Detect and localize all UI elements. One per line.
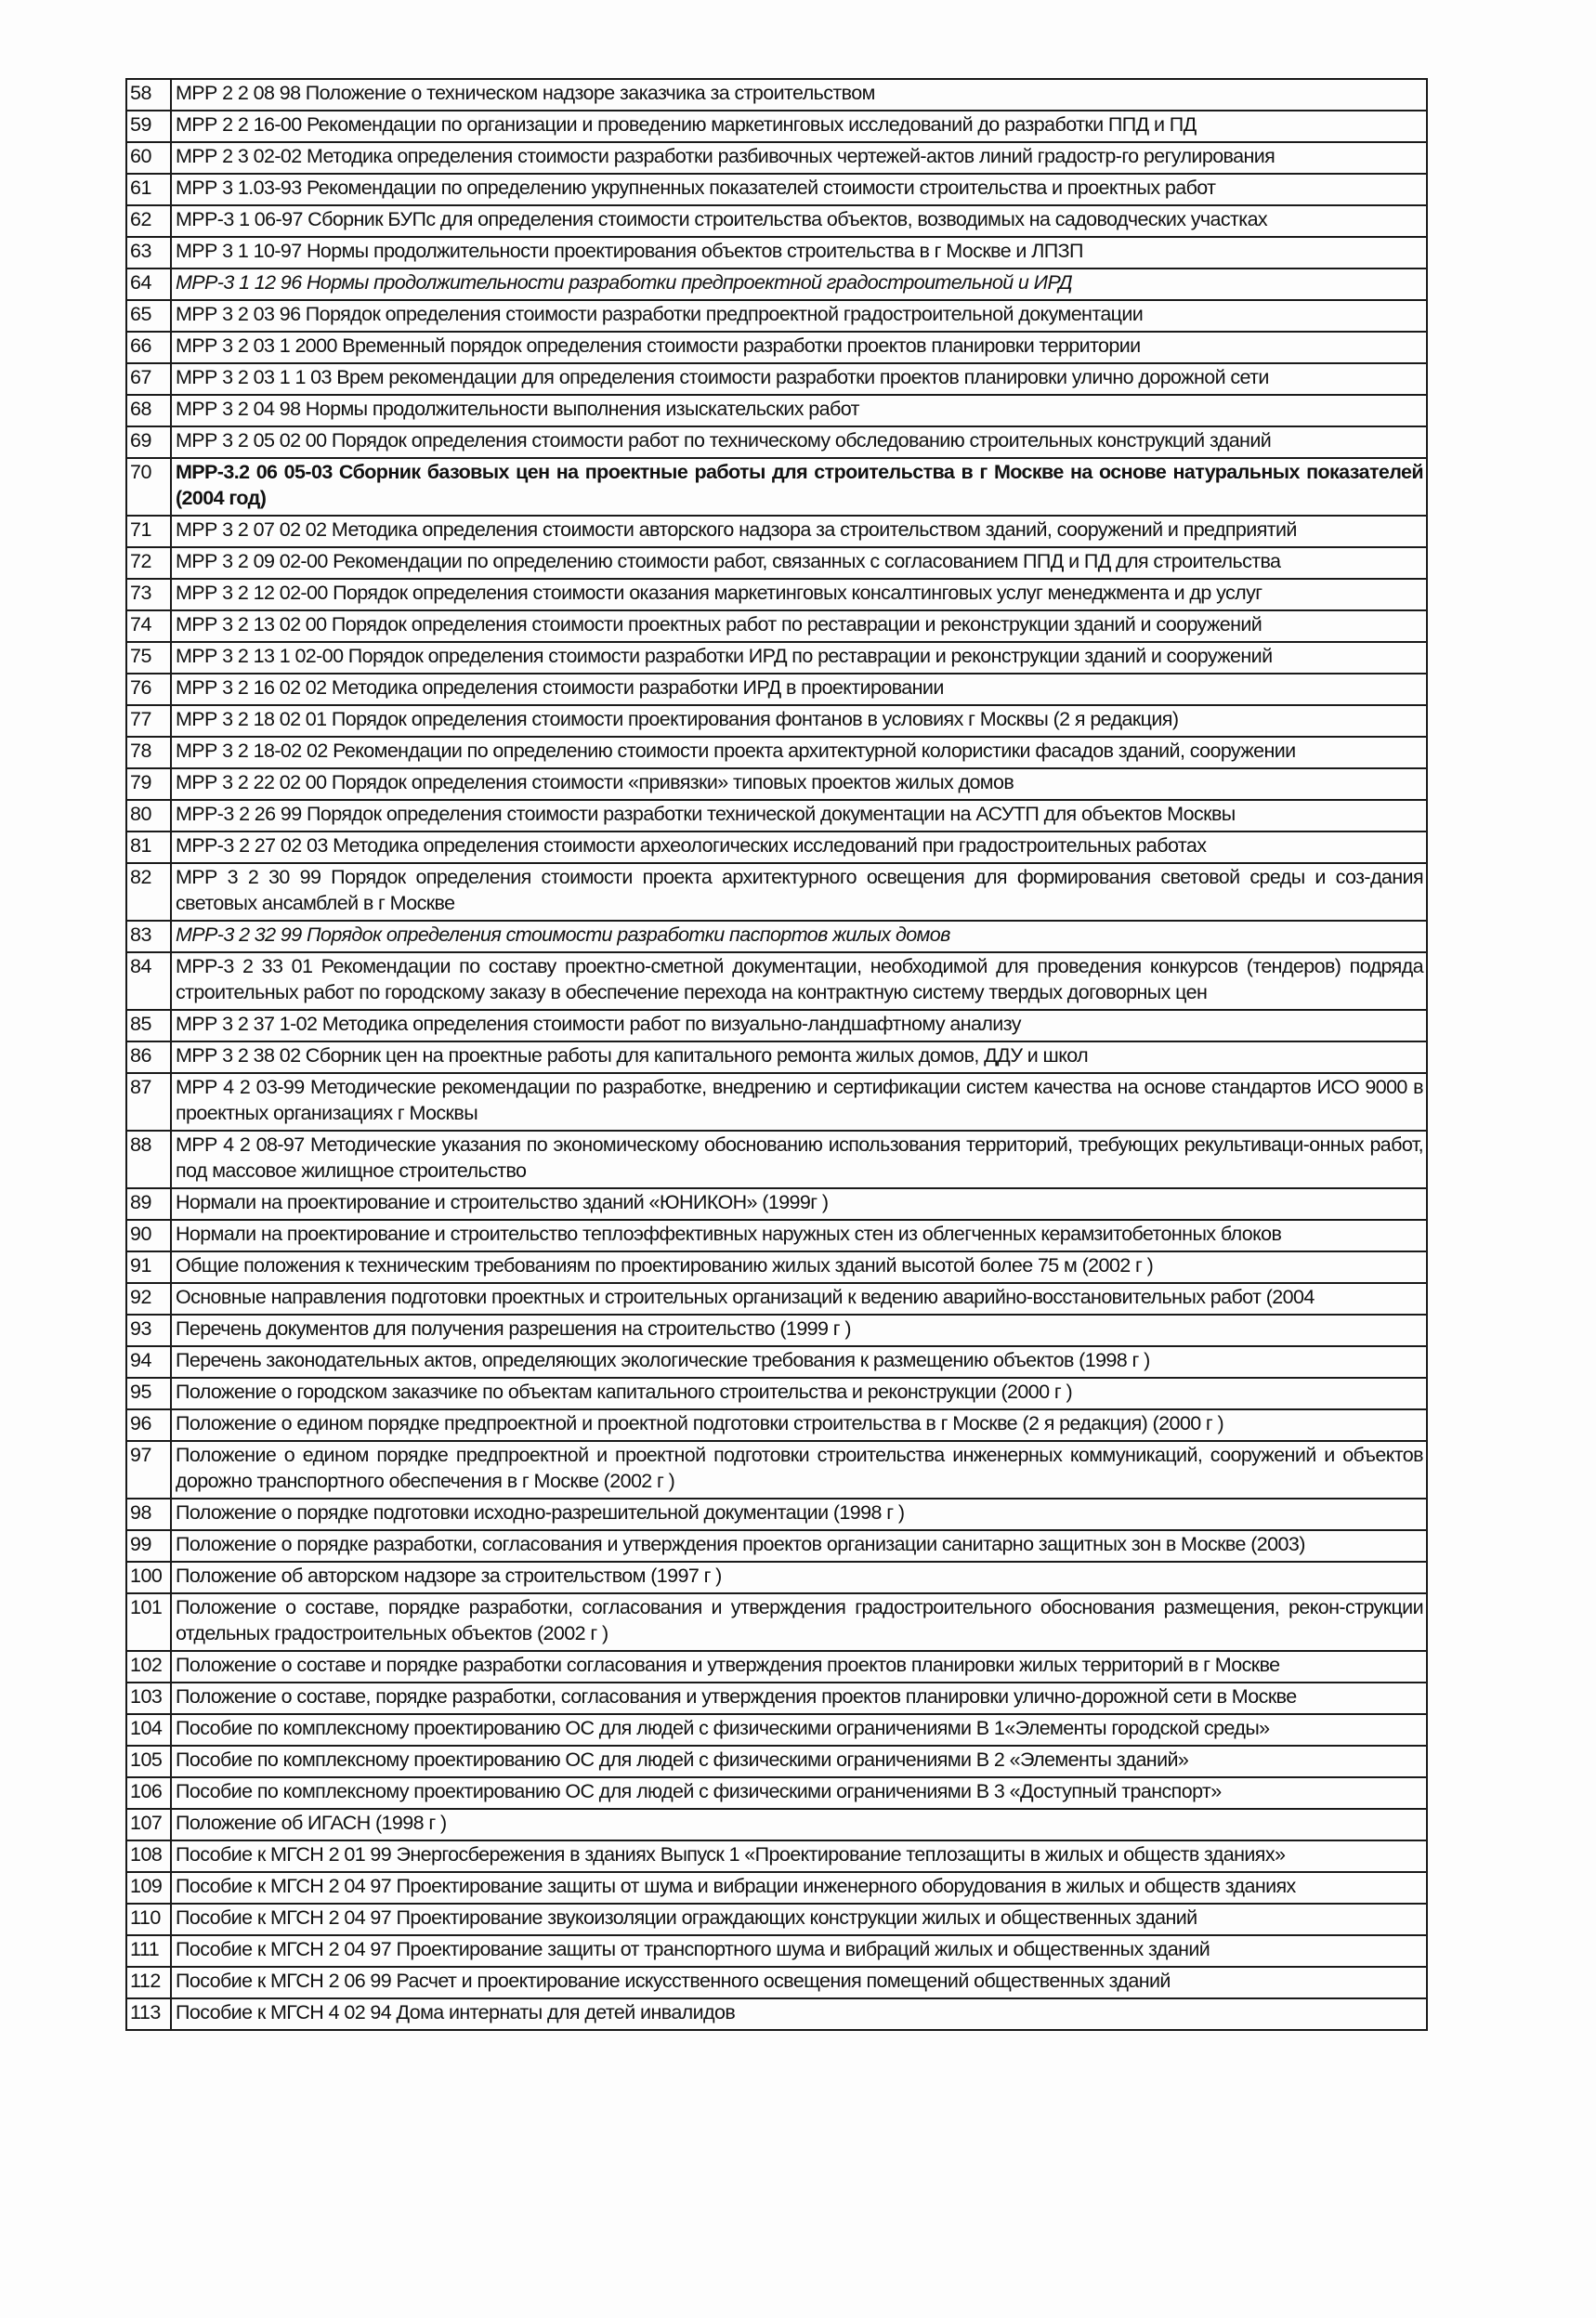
document-title: МРР-3 1 12 96 Нормы продолжительности разработки предпроектной градостроительной и ИРД: [171, 268, 1427, 300]
row-number: 95: [126, 1378, 171, 1409]
table-row: [126, 363, 1427, 395]
row-number: 110: [126, 1904, 171, 1935]
row-number: 88: [126, 1131, 171, 1188]
row-number: 84: [126, 952, 171, 1010]
document-title: Пособие к МГСН 2 04 97 Проектирование защиты от шума и вибрации инженерного оборудования в жилых и обществ зданиях: [171, 1872, 1427, 1904]
document-title: Перечень законодательных актов, определяющих экологические требования к размещению объектов (1998 г ): [171, 1346, 1427, 1378]
row-number: 77: [126, 705, 171, 737]
row-number: 89: [126, 1188, 171, 1220]
row-number: 91: [126, 1251, 171, 1283]
row-number: 106: [126, 1777, 171, 1809]
row-number: 103: [126, 1683, 171, 1714]
row-number: 72: [126, 547, 171, 579]
document-title: МРР-3 2 33 01 Рекомендации по составу проектно-сметной документации, необходимой для проведения конкурсов (тендеров) подряда строительных работ по городскому заказу в обеспечение перехода на контрактную систему твердых договорных цен: [171, 952, 1427, 1010]
table-row: [126, 268, 1427, 300]
table-row: [126, 1220, 1427, 1251]
document-title: Нормали на проектирование и строительство зданий «ЮНИКОН» (1999г ): [171, 1188, 1427, 1220]
document-title: МРР 2 2 16-00 Рекомендации по организации и проведению маркетинговых исследований до разработки ППД и ПД: [171, 111, 1427, 142]
document-title: МРР 3 2 18 02 01 Порядок определения стоимости проектирования фонтанов в условиях г Москвы (2 я редакция): [171, 705, 1427, 737]
document-title: МРР 3 2 13 1 02-00 Порядок определения стоимости разработки ИРД по реставрации и реконструкции зданий и сооружений: [171, 642, 1427, 674]
document-title: Положение о порядке разработки, согласования и утверждения проектов организации санитарно защитных зон в Москве (2003): [171, 1530, 1427, 1562]
document-title: МРР 3 2 03 96 Порядок определения стоимости разработки предпроектной градостроительной документации: [171, 300, 1427, 332]
document-title: МРР 2 3 02-02 Методика определения стоимости разработки разбивочных чертежей-актов линий градостр-го регулирования: [171, 142, 1427, 174]
table-row: [126, 1746, 1427, 1777]
document-title: Пособие к МГСН 2 04 97 Проектирование защиты от транспортного шума и вибраций жилых и общественных зданий: [171, 1935, 1427, 1967]
document-title: МРР-3.2 06 05-03 Сборник базовых цен на проектные работы для строительства в г Москве на основе натуральных показателей (2004 год): [171, 458, 1427, 516]
table-row: [126, 705, 1427, 737]
table-row: [126, 205, 1427, 237]
table-row: [126, 458, 1427, 516]
table-body: [126, 79, 1427, 2030]
row-number: 74: [126, 610, 171, 642]
row-number: 81: [126, 832, 171, 863]
row-number: 112: [126, 1967, 171, 1998]
table-row: [126, 1872, 1427, 1904]
table-row: [126, 1809, 1427, 1840]
document-title: МРР 3 2 12 02-00 Порядок определения стоимости оказания маркетинговых консалтинговых услуг менеджмента и др услуг: [171, 579, 1427, 610]
row-number: 99: [126, 1530, 171, 1562]
document-title: Положение о едином порядке предпроектной и проектной подготовки строительства в г Москве (2 я редакция) (2000 г ): [171, 1409, 1427, 1441]
row-number: 96: [126, 1409, 171, 1441]
row-number: 101: [126, 1593, 171, 1651]
table-row: [126, 426, 1427, 458]
table-row: [126, 768, 1427, 800]
table-row: [126, 1840, 1427, 1872]
row-number: 73: [126, 579, 171, 610]
row-number: 76: [126, 674, 171, 705]
row-number: 97: [126, 1441, 171, 1499]
document-title: Положение о составе, порядке разработки, согласования и утверждения градостроительного обоснования размещения, рекон-струкции отдельных градостроительных объектов (2002 г ): [171, 1593, 1427, 1651]
table-row: [126, 737, 1427, 768]
table-row: [126, 1935, 1427, 1967]
table-row: [126, 863, 1427, 921]
row-number: 98: [126, 1499, 171, 1530]
row-number: 63: [126, 237, 171, 268]
table-row: [126, 111, 1427, 142]
document-title: Положение об авторском надзоре за строительством (1997 г ): [171, 1562, 1427, 1593]
document-title: Нормали на проектирование и строительство теплоэффективных наружных стен из облегченных керамзитобетонных блоков: [171, 1220, 1427, 1251]
table-row: [126, 1683, 1427, 1714]
table-row: [126, 1998, 1427, 2030]
document-title: МРР 2 2 08 98 Положение о техническом надзоре заказчика за строительством: [171, 79, 1427, 111]
document-title: МРР 3 2 13 02 00 Порядок определения стоимости проектных работ по реставрации и реконструкции зданий и сооружений: [171, 610, 1427, 642]
table-row: [126, 1499, 1427, 1530]
table-row: [126, 1904, 1427, 1935]
table-row: [126, 395, 1427, 426]
row-number: 94: [126, 1346, 171, 1378]
document-title: МРР 3 2 18-02 02 Рекомендации по определению стоимости проекта архитектурной колористики фасадов зданий, сооружении: [171, 737, 1427, 768]
document-title: Положение о составе и порядке разработки согласования и утверждения проектов планировки жилых территорий в г Москве: [171, 1651, 1427, 1683]
document-title: Пособие к МГСН 2 01 99 Энергосбережения в зданиях Выпуск 1 «Проектирование теплозащиты в жилых и обществ зданиях»: [171, 1840, 1427, 1872]
row-number: 83: [126, 921, 171, 952]
row-number: 64: [126, 268, 171, 300]
row-number: 107: [126, 1809, 171, 1840]
document-title: МРР 3 2 38 02 Сборник цен на проектные работы для капитального ремонта жилых домов, ДДУ и школ: [171, 1041, 1427, 1073]
document-title: МРР 4 2 03-99 Методические рекомендации по разработке, внедрению и сертификации систем качества на основе стандартов ИСО 9000 в проектных организациях г Москвы: [171, 1073, 1427, 1131]
document-title: МРР 3 2 09 02-00 Рекомендации по определению стоимости работ, связанных с согласованием ППД и ПД для строительства: [171, 547, 1427, 579]
row-number: 71: [126, 516, 171, 547]
table-row: [126, 1651, 1427, 1683]
table-row: [126, 1283, 1427, 1315]
document-title: МРР 3 2 07 02 02 Методика определения стоимости авторского надзора за строительством зданий, сооружений и предприятий: [171, 516, 1427, 547]
row-number: 86: [126, 1041, 171, 1073]
row-number: 61: [126, 174, 171, 205]
document-title: Положение об ИГАСН (1998 г ): [171, 1809, 1427, 1840]
table-row: [126, 516, 1427, 547]
table-row: [126, 1441, 1427, 1499]
table-row: [126, 1714, 1427, 1746]
document-title: МРР 3 2 37 1-02 Методика определения стоимости работ по визуально-ландшафтному анализу: [171, 1010, 1427, 1041]
row-number: 70: [126, 458, 171, 516]
table-row: [126, 1315, 1427, 1346]
table-row: [126, 1251, 1427, 1283]
row-number: 100: [126, 1562, 171, 1593]
document-title: Пособие к МГСН 2 04 97 Проектирование звукоизоляции ограждающих конструкции жилых и общественных зданий: [171, 1904, 1427, 1935]
document-title: МРР 3 1 10-97 Нормы продолжительности проектирования объектов строительства в г Москве и ЛПЗП: [171, 237, 1427, 268]
document-title: Перечень документов для получения разрешения на строительство (1999 г ): [171, 1315, 1427, 1346]
table-row: [126, 1593, 1427, 1651]
row-number: 85: [126, 1010, 171, 1041]
table-row: [126, 1131, 1427, 1188]
row-number: 93: [126, 1315, 171, 1346]
row-number: 87: [126, 1073, 171, 1131]
table-row: [126, 921, 1427, 952]
document-title: МРР 3 2 16 02 02 Методика определения стоимости разработки ИРД в проектировании: [171, 674, 1427, 705]
row-number: 102: [126, 1651, 171, 1683]
table-row: [126, 1378, 1427, 1409]
row-number: 105: [126, 1746, 171, 1777]
table-row: [126, 300, 1427, 332]
normative-documents-table: [125, 78, 1428, 2031]
document-title: МРР-3 2 26 99 Порядок определения стоимости разработки технической документации на АСУТП для объектов Москвы: [171, 800, 1427, 832]
row-number: 67: [126, 363, 171, 395]
table-row: [126, 579, 1427, 610]
document-title: МРР 4 2 08-97 Методические указания по экономическому обоснованию использования территорий, требующих рекультиваци-онных работ, под массовое жилищное строительство: [171, 1131, 1427, 1188]
table-row: [126, 952, 1427, 1010]
document-title: Пособие по комплексному проектированию ОС для людей с физическими ограничениями В 1«Элементы городской среды»: [171, 1714, 1427, 1746]
row-number: 62: [126, 205, 171, 237]
document-title: МРР-3 2 32 99 Порядок определения стоимости разработки паспортов жилых домов: [171, 921, 1427, 952]
table-row: [126, 1562, 1427, 1593]
table-row: [126, 1530, 1427, 1562]
table-row: [126, 1188, 1427, 1220]
row-number: 66: [126, 332, 171, 363]
table-row: [126, 237, 1427, 268]
row-number: 92: [126, 1283, 171, 1315]
table-row: [126, 547, 1427, 579]
row-number: 65: [126, 300, 171, 332]
table-row: [126, 332, 1427, 363]
row-number: 108: [126, 1840, 171, 1872]
table-row: [126, 1041, 1427, 1073]
document-title: Пособие к МГСН 2 06 99 Расчет и проектирование искусственного освещения помещений общественных зданий: [171, 1967, 1427, 1998]
document-title: Пособие по комплексному проектированию ОС для людей с физическими ограничениями В 2 «Элементы зданий»: [171, 1746, 1427, 1777]
row-number: 60: [126, 142, 171, 174]
document-title: Пособие к МГСН 4 02 94 Дома интернаты для детей инвалидов: [171, 1998, 1427, 2030]
table-row: [126, 800, 1427, 832]
document-title: Положение о порядке подготовки исходно-разрешительной документации (1998 г ): [171, 1499, 1427, 1530]
document-title: МРР 3 2 05 02 00 Порядок определения стоимости работ по техническому обследованию строительных конструкций зданий: [171, 426, 1427, 458]
row-number: 111: [126, 1935, 171, 1967]
table-row: [126, 1777, 1427, 1809]
document-title: Положение о составе, порядке разработки, согласования и утверждения проектов планировки улично-дорожной сети в Москве: [171, 1683, 1427, 1714]
row-number: 69: [126, 426, 171, 458]
table-row: [126, 642, 1427, 674]
document-title: МРР 3 1.03-93 Рекомендации по определению укрупненных показателей стоимости строительства и проектных работ: [171, 174, 1427, 205]
table-row: [126, 142, 1427, 174]
document-title: МРР 3 2 22 02 00 Порядок определения стоимости «привязки» типовых проектов жилых домов: [171, 768, 1427, 800]
row-number: 82: [126, 863, 171, 921]
table-row: [126, 1346, 1427, 1378]
row-number: 104: [126, 1714, 171, 1746]
document-title: МРР-3 2 27 02 03 Методика определения стоимости археологических исследований при градостроительных работах: [171, 832, 1427, 863]
table-row: [126, 832, 1427, 863]
row-number: 109: [126, 1872, 171, 1904]
document-title: Основные направления подготовки проектных и строительных организаций к ведению аварийно-восстановительных работ (2004: [171, 1283, 1427, 1315]
row-number: 75: [126, 642, 171, 674]
table-row: [126, 610, 1427, 642]
row-number: 58: [126, 79, 171, 111]
document-title: МРР-3 1 06-97 Сборник БУПс для определения стоимости строительства объектов, возводимых на садоводческих участках: [171, 205, 1427, 237]
table-row: [126, 1967, 1427, 1998]
document-title: МРР 3 2 03 1 2000 Временный порядок определения стоимости разработки проектов планировки территории: [171, 332, 1427, 363]
document-title: Положение о едином порядке предпроектной и проектной подготовки строительства инженерных коммуникаций, сооружений и объектов дорожно транспортного обеспечения в г Москве (2002 г ): [171, 1441, 1427, 1499]
table-row: [126, 1010, 1427, 1041]
table-row: [126, 1073, 1427, 1131]
row-number: 80: [126, 800, 171, 832]
document-title: МРР 3 2 03 1 1 03 Врем рекомендации для определения стоимости разработки проектов планировки улично дорожной сети: [171, 363, 1427, 395]
row-number: 90: [126, 1220, 171, 1251]
table-row: [126, 674, 1427, 705]
row-number: 113: [126, 1998, 171, 2030]
document-title: Пособие по комплексному проектированию ОС для людей с физическими ограничениями В 3 «Доступный транспорт»: [171, 1777, 1427, 1809]
row-number: 78: [126, 737, 171, 768]
table-row: [126, 174, 1427, 205]
document-title: МРР 3 2 04 98 Нормы продолжительности выполнения изыскательских работ: [171, 395, 1427, 426]
table-row: [126, 1409, 1427, 1441]
row-number: 79: [126, 768, 171, 800]
row-number: 59: [126, 111, 171, 142]
document-title: Общие положения к техническим требованиям по проектированию жилых зданий высотой более 75 м (2002 г ): [171, 1251, 1427, 1283]
row-number: 68: [126, 395, 171, 426]
document-title: МРР 3 2 30 99 Порядок определения стоимости проекта архитектурного освещения для формирования световой среды и соз-дания световых ансамблей в г Москве: [171, 863, 1427, 921]
table-row: [126, 79, 1427, 111]
document-title: Положение о городском заказчике по объектам капитального строительства и реконструкции (2000 г ): [171, 1378, 1427, 1409]
